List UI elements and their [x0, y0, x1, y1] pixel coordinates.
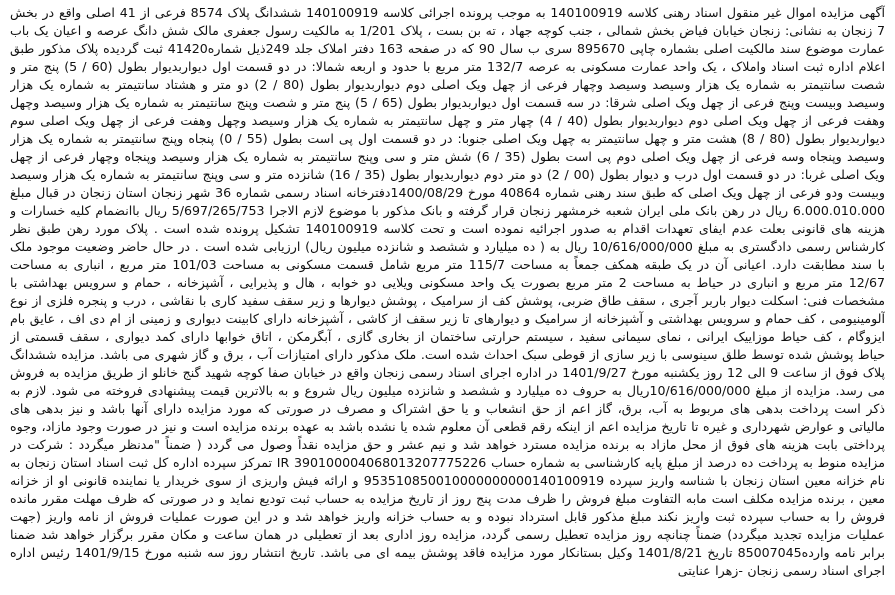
notice-body-text: آگهی مزایده اموال غیر منقول اسناد رهنی کلاسه 140100919 به موجب پرونده اجرائی کلاسه 140100919 ششدانگ پلاک 8574 فرعی از 41 اصلی واقع در بخش 7 زنجان به نشانی: زنجان خیابان فیاض بخش شمالی ، جنب کوچه جهاد ، ته بن بست ، پلاک 1/201 به مالکیت رسول جعفری مالک شش دانگ عرصه و اعیان یک باب عمارت موضوع سند مالکیت اصلی بشماره چاپی 895670 سری ب سال 90 که در صفحه 163 دفتر املاک جلد 249ذیل شماره41420 ثبت گردیده پلاک مذکور طبق اعلام اداره ثبت اسناد واملاک ، یک واحد عمارت مسکونی به عرصه 132/7 متر مربع با حدود و اربعه شمالا: در دو قسمت اول دیواربدیوار بطول (60 / 5) پنج متر و شصت سانتیمتر به شماره یک هزار وسیصد وسیصد وچهار فرعی از چهل ویک اصلی دوم دیواربدیوار بطول (80 / 2) دو متر و هشتاد سانتیمتر به شماره یک هزار وسیصد وبیست وپنج فرعی از چهل ویک اصلی شرقا: در سه قسمت اول دیواربدیوار بطول (65 / 5) پنج متر و شصت وپنج سانتیمتر به شماره یک هزار وسیصد وچهل وهفت فرعی از چهل ویک اصلی دوم دیواربدیوار بطول (40 / 4) چهار متر و چهل سانتیمتر به شماره یک هزار وسیصد وچهل وهفت فرعی از چهل ویک اصلی سوم دیواربدیوار بطول (80 / 8) هشت متر و چهل سانتیمتر به چهل ویک اصلی جنوبا: در دو قسمت اول پی است بطول (55 / 0) پنجاه وپنج سانتیمتر به شماره یک هزار وسیصد وپنجاه وسه فرعی از چهل ویک اصلی دوم پی است بطول (35 / 6) شش متر و سی وپنج سانتیمتر به شماره یک هزار وسیصد وپنجاه وچهار فرعی از چهل ویک اصلی غربا: در دو قسمت اول درب و دیوار بطول (00 / 2) دو متر دوم دیواربدیوار بطول (35 / 16) شانزده متر و سی وپنج سانتیمتر به شماره یک هزار وسیصد وبیست ودو فرعی از چهل ویک اصلی که طبق سند رهنی شماره 40864 مورخ 1400/08/29دفترخانه اسناد رسمی شماره 36 شهر زنجان استان زنجان در قبال مبلغ 6.000.010.000 ریال در رهن بانک ملی ایران شعبه خرمشهر زنجان قرار گرفته و بانک مذکور با موضوع لازم الاجرا 5/697/265/753 ریال باانضمام کلیه خسارات و هزینه های قانونی بعلت عدم ایفای تعهدات اقدام به صدور اجرائیه نموده است و تحت کلاسه 140100919 تشکیل پرونده شده است . پلاک مورد رهن طبق نظر کارشناس رسمی دادگستری به مبلغ 10/616/000/000 ریال به ( ده میلیارد و ششصد و شانزده میلیون ریال) ارزیابی شده است . در حال حاضر وضعیت موجود ملک با سند مطابقت دارد. اعیانی آن در یک طبقه همکف جمعاً به مساحت 115/7 متر مربع شامل قسمت مسکونی به مساحت 101/03 متر مربع ، انباری به مساحت 12/67 متر مربع و انباری در حیاط به مساحت 2 متر مربع بصورت یک واحد مسکونی ویلایی دو خوابه ، هال و پذیرایی ، آشپزخانه ، حمام و سرویس بهداشتی با مشخصات فنی: اسکلت دیوار باربر آجری ، سقف طاق ضربی، پوشش کف از سرامیک ، پوشش دیوارها و زیر سقف سفید کاری با نقاشی ، درب و پنجره فلزی از نوع آلومینیومی ، کف حمام و سرویس بهداشتی و آشپزخانه از سرامیک و دیوارهای تا زیر سقف از کاشی ، آشپزخانه دارای کابینت دیواری و زمینی از ام دی اف ، عایق بام ایزوگام ، کف حیاط موزاییک ایرانی ، نمای سیمانی سفید ، سیستم حرارتی ساختمان از بخاری گازی ، آبگرمکن ، اتاق خوابها دارای کمد دیواری ، سقف قسمتی از حیاط پوشش شده توسط طلق سینوسی با زیر سازی از قوطی سبک احداث شده است. ملک مذکور دارای امتیازات آب ، برق و گاز شهری می باشد. مزایده ششدانگ پلاک فوق از ساعت 9 الی 12 روز یکشنبه مورخ 1401/9/27 در اداره اجرای اسناد رسمی زنجان واقع در خیابان صفا کوچه شهید گنج خانلو از طریق مزایده به فروش می رسد. مزایده از مبلغ 10/616/000/000ریال به حروف ده میلیارد و ششصد و شانزده میلیون ریال شروع و به بالاترین قیمت پیشنهادی فروخته می شود. لازم به ذکر است پرداخت بدهی های مربوط به آب، برق، گاز اعم از حق انشعاب و یا حق اشتراک و مصرف در صورتی که مورد مزایده دارای آنها باشد و نیز بدهی های مالیاتی و عوارض شهرداری و غیره تا تاریخ مزایده اعم از اینکه رقم قطعی آن معلوم شده یا نشده باشد به عهده برنده مزایده است و نیز در صورت وجود مازاد، وجوه پرداختی بابت هزینه های فوق از محل مازاد به برنده مزایده مسترد خواهد شد و نیم عشر و حق مزایده نقداً وصول می گردد ( ضمناً "مدنظر میگردد : شرکت در مزایده منوط به پرداخت ده درصد از مبلغ پایه کارشناسی به شماره حساب IR 390100004068013207775226 تمرکز سپرده اداره کل ثبت اسناد استان زنجان به نام خزانه معین استان زنجان با شناسه واریز سپرده 953510850010000000000140100919 و ارائه فیش واریزی از سوی خریدار یا نماینده قانونی او از خزانه معین ، برنده مزایده مکلف است مابه التفاوت مبلغ فروش را ظرف مدت پنج روز از تاریخ مزایده به حساب ثبت تودیع نماید و در صورتی که ظرف مهلت مقرر مانده فروش را به حساب سپرده ثبت واریز نکند مبلغ مذکور قابل استرداد نبوده و به حساب خزانه واریز خواهد شد و در این صورت عملیات فروش از نامه واریز (جهت عملیات مزایده تجدید میگردد) ضمناً چنانچه روز مزایده تعطیل رسمی گردد، مزایده روز اداری بعد از تعطیلی در همان ساعت و مکان مقرر برگزار خواهد شد ضمنا برابر نامه وارده85007045 تاریخ 1401/8/21 وکیل بستانکار مورد مزایده فاقد پوشش بیمه ای می باشد. تاریخ انتشار روز سه شنبه مورخ 1401/9/15 رئیس اداره اجرای اسناد رسمی زنجان -زهرا عنایتی	[10, 5, 885, 578]
auction-notice	[10, 4, 885, 585]
